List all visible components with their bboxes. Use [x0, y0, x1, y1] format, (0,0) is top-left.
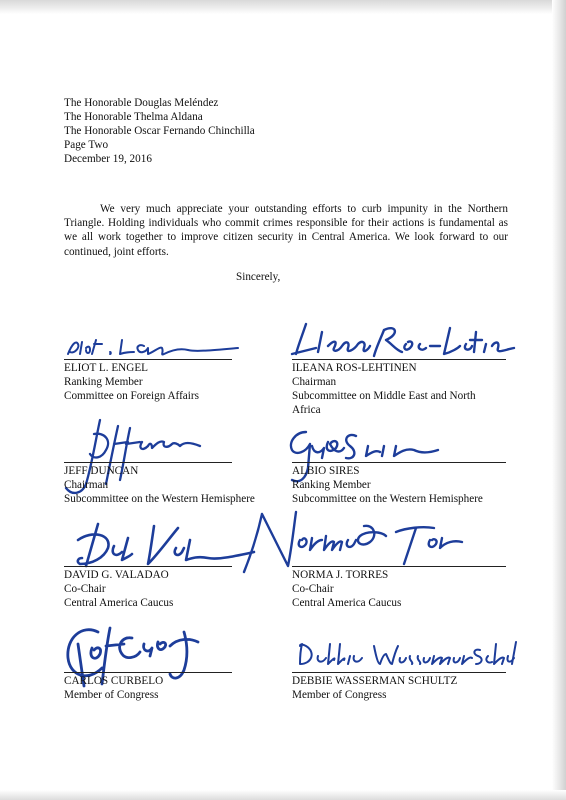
signatory-wasserman-schultz — [292, 674, 518, 702]
letter-body: We very much appreciate your outstanding efforts to curb impunity in the Northern Triangle. Holding individuals who commit crimes responsible for their actions is fundamental as we all work together to improve citizen security in Central America. We look forward to our continued, joint efforts. — [64, 203, 508, 258]
signatory-committee-continued: Africa — [292, 404, 321, 416]
signatory-name: NORMA J. TORRES — [292, 569, 389, 581]
signatory-title: Co-Chair — [64, 583, 106, 595]
signatory-title: Member of Congress — [292, 689, 387, 701]
signatory-name: ELIOT L. ENGEL — [64, 362, 148, 374]
signatory-committee: Central America Caucus — [64, 597, 174, 609]
signatory-committee: Subcommittee on the Western Hemisphere — [292, 493, 483, 505]
signature-line — [64, 672, 232, 673]
signatory-curbelo — [64, 674, 290, 702]
signatory-committee: Committee on Foreign Affairs — [64, 390, 199, 402]
signatory-title: Chairman — [292, 376, 337, 388]
signatory-title: Ranking Member — [64, 376, 143, 388]
signatory-name: JEFF DUNCAN — [64, 465, 139, 477]
signatory-committee: Subcommittee on the Western Hemisphere — [64, 493, 255, 505]
signatory-torres — [292, 568, 518, 610]
signatory-title: Ranking Member — [292, 479, 371, 491]
signatory-title: Co-Chair — [292, 583, 334, 595]
page-label: Page Two — [64, 139, 109, 151]
signatory-title: Chairman — [64, 479, 109, 491]
signature-engel — [64, 330, 244, 362]
recipient-line: The Honorable Douglas Meléndez — [64, 97, 219, 109]
signature-line — [64, 566, 232, 567]
signatory-name: DAVID G. VALADAO — [64, 569, 169, 581]
signatory-committee: Subcommittee on Middle East and North — [292, 390, 476, 402]
signatory-engel — [64, 361, 290, 403]
recipient-address-block — [64, 96, 255, 166]
signatory-valadao — [64, 568, 290, 610]
signatory-sires — [292, 464, 518, 506]
letter-date: December 19, 2016 — [64, 153, 152, 165]
recipient-line: The Honorable Thelma Aldana — [64, 111, 203, 123]
signatory-name: CARLOS CURBELO — [64, 675, 164, 687]
signature-line — [64, 462, 232, 463]
signature-line — [292, 462, 506, 463]
signatory-title: Member of Congress — [64, 689, 159, 701]
closing-salutation: Sincerely, — [236, 271, 281, 283]
signatory-name: ALBIO SIRES — [292, 465, 360, 477]
signature-line — [64, 359, 232, 360]
recipient-line: The Honorable Oscar Fernando Chinchilla — [64, 125, 255, 137]
signature-line — [292, 359, 506, 360]
signatory-ros-lehtinen — [292, 361, 518, 417]
signatory-committee: Central America Caucus — [292, 597, 402, 609]
signature-ros-lehtinen — [288, 318, 518, 362]
signatory-name: ILEANA ROS-LEHTINEN — [292, 362, 417, 374]
signatory-duncan — [64, 464, 290, 506]
signature-line — [292, 566, 506, 567]
signature-line — [292, 672, 506, 673]
signatory-name: DEBBIE WASSERMAN SCHULTZ — [292, 675, 458, 687]
signature-wasserman-schultz — [296, 636, 520, 670]
